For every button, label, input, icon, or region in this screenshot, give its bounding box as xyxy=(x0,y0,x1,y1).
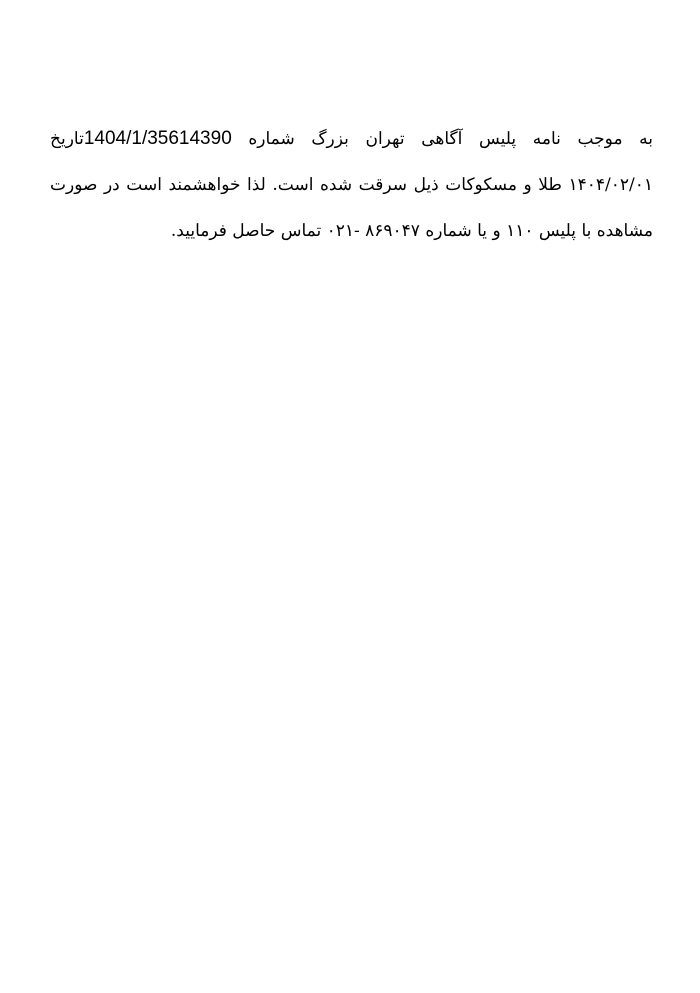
notice-line-1-text-before: به موجب نامه پلیس آگاهی تهران بزرگ شماره xyxy=(231,129,653,149)
notice-paragraph xyxy=(50,120,653,258)
letter-reference-number: 1404/1/35614390 xyxy=(83,128,232,149)
notice-line-1-text-after: تاریخ xyxy=(50,129,84,149)
notice-line-3: مشاهده با پلیس ۱۱۰ و یا شماره ۸۶۹۰۴۷ -۰۲۱ تماس حاصل فرمایید. xyxy=(170,221,653,241)
notice-line-2: ۱۴۰۴/۰۲/۰۱ طلا و مسکوکات ذیل سرقت شده است. لذا خواهشمند است در صورت xyxy=(50,175,653,195)
notice-line-1 xyxy=(50,120,653,166)
